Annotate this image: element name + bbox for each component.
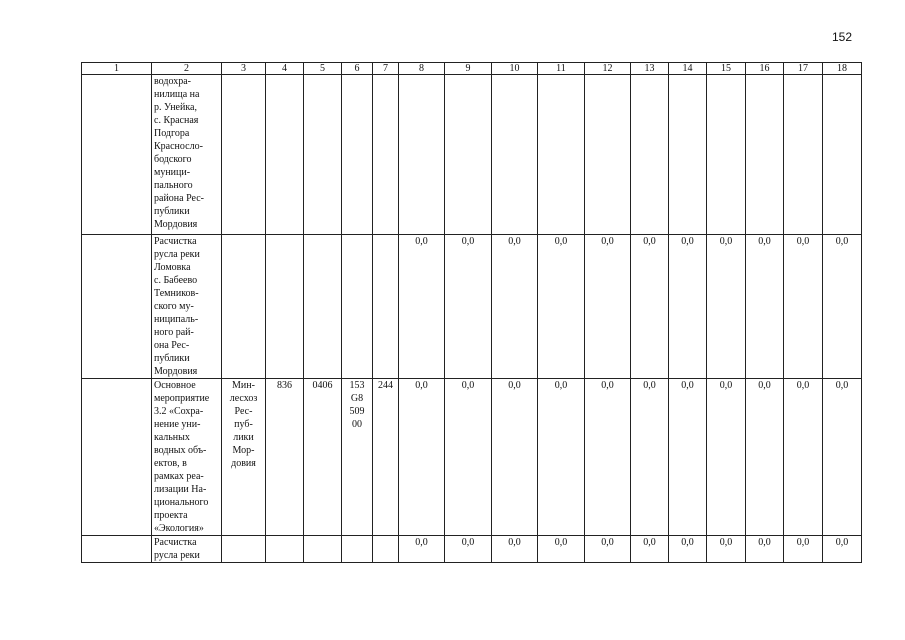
row-value: 0,0 [399, 235, 445, 379]
table-row [82, 379, 862, 536]
row-value: 0,0 [631, 235, 669, 379]
column-header: 8 [399, 63, 445, 75]
column-header: 15 [707, 63, 746, 75]
row-code-col5 [304, 536, 342, 563]
column-header: 17 [784, 63, 823, 75]
row-value: 0,0 [631, 379, 669, 536]
row-description: Расчистка русла реки [152, 536, 222, 563]
column-header: 12 [585, 63, 631, 75]
row-code-col7 [373, 235, 399, 379]
table-cell [82, 75, 152, 235]
column-header: 1 [82, 63, 152, 75]
row-code-col6 [342, 536, 373, 563]
table-row [82, 536, 862, 563]
column-header: 11 [538, 63, 585, 75]
program-table [81, 62, 862, 563]
row-code-col6 [342, 235, 373, 379]
row-code-col7 [373, 75, 399, 235]
row-value: 0,0 [585, 235, 631, 379]
column-header: 13 [631, 63, 669, 75]
row-value: 0,0 [669, 536, 707, 563]
column-header: 5 [304, 63, 342, 75]
row-value [585, 75, 631, 235]
row-description: Расчистка русла реки Ломовка с. Бабеево Темников- ского му- ниципаль- ного рай- она Рес- публики Мордовия [152, 235, 222, 379]
column-header: 4 [266, 63, 304, 75]
row-description: Основное мероприятие 3.2 «Сохра- нение уни- кальных водных объ- ектов, в рамках реа- лизации На- ционального проекта «Экология» [152, 379, 222, 536]
row-value: 0,0 [631, 536, 669, 563]
column-header: 10 [492, 63, 538, 75]
row-value: 0,0 [538, 379, 585, 536]
row-value: 0,0 [823, 235, 862, 379]
row-responsible [222, 235, 266, 379]
row-value [538, 75, 585, 235]
row-value [707, 75, 746, 235]
row-value [399, 75, 445, 235]
row-value: 0,0 [823, 536, 862, 563]
row-value: 0,0 [823, 379, 862, 536]
row-value [784, 75, 823, 235]
column-header: 2 [152, 63, 222, 75]
row-code-col7: 244 [373, 379, 399, 536]
row-responsible [222, 75, 266, 235]
row-value: 0,0 [585, 379, 631, 536]
row-value: 0,0 [445, 536, 492, 563]
row-value: 0,0 [492, 235, 538, 379]
row-value: 0,0 [445, 235, 492, 379]
row-value: 0,0 [538, 235, 585, 379]
row-value: 0,0 [669, 379, 707, 536]
row-value: 0,0 [746, 235, 784, 379]
row-value: 0,0 [746, 379, 784, 536]
row-value: 0,0 [707, 235, 746, 379]
column-header: 18 [823, 63, 862, 75]
row-value: 0,0 [784, 235, 823, 379]
row-code-col6: 153 G8 509 00 [342, 379, 373, 536]
column-header: 7 [373, 63, 399, 75]
row-value [445, 75, 492, 235]
row-value [746, 75, 784, 235]
row-value [669, 75, 707, 235]
row-value: 0,0 [585, 536, 631, 563]
table-cell [82, 379, 152, 536]
row-description: водохра- нилища на р. Унейка, с. Красная Подгора Краснослo- бодского муници- пального района Рес- публики Мордовия [152, 75, 222, 235]
table-cell [82, 536, 152, 563]
column-number-row [82, 63, 862, 75]
row-value: 0,0 [399, 536, 445, 563]
table-row [82, 75, 862, 235]
row-code-col5 [304, 235, 342, 379]
row-value [492, 75, 538, 235]
row-value: 0,0 [399, 379, 445, 536]
row-value: 0,0 [707, 379, 746, 536]
row-responsible: Мин- лесхоз Рес- пуб- лики Мор- довия [222, 379, 266, 536]
row-value: 0,0 [538, 536, 585, 563]
row-value: 0,0 [784, 379, 823, 536]
row-code-col4 [266, 536, 304, 563]
row-code-col6 [342, 75, 373, 235]
column-header: 3 [222, 63, 266, 75]
page-number: 152 [832, 30, 853, 44]
row-value: 0,0 [707, 536, 746, 563]
row-value: 0,0 [746, 536, 784, 563]
row-code-col7 [373, 536, 399, 563]
table-row [82, 235, 862, 379]
row-value: 0,0 [669, 235, 707, 379]
column-header: 14 [669, 63, 707, 75]
row-code-col5: 0406 [304, 379, 342, 536]
column-header: 16 [746, 63, 784, 75]
row-code-col4 [266, 235, 304, 379]
row-value [631, 75, 669, 235]
row-value: 0,0 [492, 536, 538, 563]
row-code-col5 [304, 75, 342, 235]
row-code-col4 [266, 75, 304, 235]
row-responsible [222, 536, 266, 563]
row-value [823, 75, 862, 235]
row-value: 0,0 [492, 379, 538, 536]
row-code-col4: 836 [266, 379, 304, 536]
column-header: 9 [445, 63, 492, 75]
table-cell [82, 235, 152, 379]
row-value: 0,0 [445, 379, 492, 536]
column-header: 6 [342, 63, 373, 75]
row-value: 0,0 [784, 536, 823, 563]
